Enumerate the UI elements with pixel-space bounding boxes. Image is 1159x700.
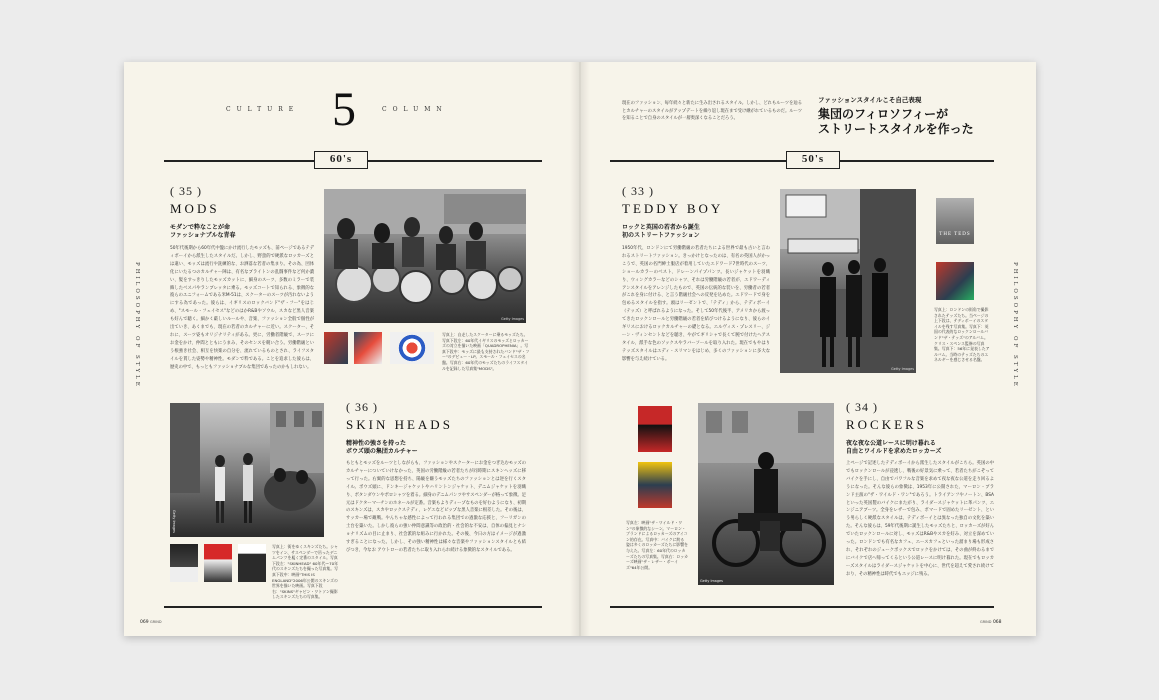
teddy-thumb-album [936, 262, 974, 300]
column-label: COLUMN [382, 106, 448, 113]
headline-line2: ストリートスタイルを作った [818, 122, 974, 136]
bottom-rule-right [610, 606, 994, 608]
skinheads-thumb-movie [204, 544, 232, 582]
mods-title: MODS [170, 201, 220, 216]
rockers-caption: 写真左：映画"ザ・ワイルド・ワン"の象徴的なシーン。マーロン・ブランドによるロッカーズのアイコン的存在。写真中：バイクに跨る姿は多くのロッカーズたちに影響を与えた。写真左：60年代のロッカーズたちの写真集。写真右：ロッカーズ映画"ザ・レザー・ボーイズ"64年公開。 [626, 520, 688, 570]
rockers-subtitle: 夜な夜な公道レースに明け暮れる 自由とワイルドを求めたロッカーズ [846, 440, 942, 455]
side-text-right: PHILOSOPHY OF STYLE [1012, 262, 1018, 389]
rockers-motorcycle-illustration [698, 403, 834, 585]
mods-thumb-quadrophenia [324, 332, 348, 364]
left-page [124, 62, 580, 636]
culture-label: CULTURE [226, 106, 300, 113]
mods-thumb-album [354, 332, 382, 364]
teddy-subtitle: ロックと英国の若者から誕生 初のストリートファッション [622, 224, 700, 239]
skinheads-caption: 写真上：街をゆくスキンズたち。シャツをイン、サスペンダーで吊ったデニムパンツを履く定番のスタイル。写真下段左："SKINHEAD" 60年代〜70年代のスキンズたちを撮った写真集。写真下段中：映画"THIS IS ENGLAND"2006年公開のスキンズの世界を描いた映画。写真下段右："SKINS"ギャビン・ワトソン撮影したスキンズたちの写真集。 [272, 544, 338, 600]
headline-kicker: ファッションスタイルこそ自己表現 [818, 96, 922, 104]
era-badge-50s: 50's [786, 151, 840, 169]
teddy-title: TEDDY BOY [622, 201, 724, 216]
mods-photo [324, 189, 526, 323]
folio-right [980, 620, 1002, 625]
skinheads-photo-credit: Getty Images [172, 510, 176, 533]
column-number: 5 [332, 83, 356, 136]
teddy-boys-illustration [780, 189, 916, 373]
teddy-photo [780, 189, 916, 373]
era-badge-60s: 60's [314, 151, 368, 169]
magazine-spread [124, 62, 1036, 636]
mods-caption: 写真上：自走したスクーターに乗るモッズたち。写真下段左：60年代イギリスのモッズとロッカーズの対立を描いた映画「QUADROPHENIA」。写真下段中：モッズに最も支持されたバンド"ザ・フー"のデビュー・LP。スモール・フェイセスの名盤。写真右：60年代のモッズたちのライフスタイルを記録した写真集"MODS"。 [442, 332, 530, 371]
skinheads-street-illustration [170, 403, 324, 537]
rockers-title: ROCKERS [846, 417, 927, 432]
mods-photo-credit: Getty Images [501, 317, 524, 321]
skinheads-title: SKIN HEADS [346, 417, 453, 432]
page-number-left: 069 [140, 620, 149, 625]
mods-body: 50年代後期から60年代中盤にかけ流行したモッズも、前ページであるテディボーイから派生したスタイルだ。しかし、野蛮的で硬派なロッカーズとは違い、モッズは流行や洗練的な、お洒落な若者の集まり。その為、団体化にいたるつのカルチャー陣は、有名なブライトンの乱闘事件など何か濃い、髪をすっきりしたモッズカットに、細身のスーツ、多数のミラーで装飾したベスパやランブレッタに乗る。モッズコートで知られる、象徴的な彼らのユニフォームである米M-51は、スクーターのスーツが汚れないようにする為であった。彼らは、イギリスのロックバンド"ザ・フー"をはじめ、"スモール・フェイセス"などのはかR&Bやソウル、スカなど黒人音楽も好んで聴く。細かく厳しいルールや、音楽、ファッション全般で個性が出ていき、あくまでも、現在の若者のカルチャーに近い。スクーター、それに、スーツ姿もオリジナリティがある。更に、労働者階級で、スーツにお金をかけ、仲間とともにうまみ、そのセンスを競い合う。労働階級という根強き社会、相互を快楽の自分を、流れているものとされ、ライフスタイルを貫した姿勢や精神性。モダンで粋である。ことを追求した彼らは、歴史の中で、もっともファッショナブルな集団であったのかもしれない。 [170, 246, 314, 370]
rockers-photo [698, 403, 834, 585]
teddy-body: 1950年代、ロンドンにて労働階級の若者たちによる世界で最も古いと言われるストリートファッション。きっかけとなったのは、有名の英国人がかっこうで、英国の名門紳士服店が着用していたエドワード7世時代のスーツ、ショールカラーのベスト、ドレーンパイプパンツ。長いジャケットを羽織り、ウィングカラーなどのシャツ、それは労働階級の若者が、エドワーディアンスタイルをアレンジしたもので、英国の伝統的な装いを、労働者の若者がこれを身に付ける、と言う階級社会への反発を込めた。エドワードで身を包めるスタイルを指す。頭はリーゼントで、「テディ」から、テディボーイ（テッズ）と呼ばれるようになった。そして50年代後半、アメリカから渡ってきたロックンロールと労働階級の若者を結びつけるようになり、彼らのイギリスにおけるロックカルチャーの礎となる。エルヴィス・プレスリー、ジーン・ヴィンセントなどを聴き、やがてギリシャで長くて腕で付けたヘアスタイル、派手な色のソックスやラバーソールを取り入れた。現在でもやはりテッズスタイルはエディ・スリマンをはじめ、多くのファッションに多大な影響を与え続けている。 [622, 246, 770, 362]
teddy-caption: 写真上：ロンドンの街角で撮影されたテッズたち。当ページの上下段は、テディボーイのスタイルを残す写真集。写真下：英国の代表的なロックンロールバンド"ザ・テッズ"のアルバム。クリス・スペンス監修の写真集。写真下：56年に発表したアルバム。当時のテッズたちのエネルギーを感じさせる名盤。 [934, 307, 990, 363]
intro-text: 現在のファッション、毎年続々と新たに生み出されるスタイル。しかし、どれもルーツを辿るとカルチャーのスタイルがアップデートを繰り返し現在まで受け継がれているものだ。ルーツを知ることで自身のスタイルが一層奥深くなることだろう。 [622, 101, 802, 122]
mods-subtitle: モダンで粋なことが命 ファッショナブルな青春 [170, 224, 236, 239]
skinheads-subtitle: 精神性の強さを持った ボウズ頭の集団カルチャー [346, 440, 418, 455]
right-page [580, 62, 1036, 636]
page-number-right: 068 [992, 620, 1002, 625]
side-text-left: PHILOSOPHY OF STYLE [134, 262, 140, 389]
bottom-rule-left [164, 606, 542, 608]
skinheads-thumb-skins [238, 544, 266, 582]
skinheads-thumb-book [170, 544, 198, 582]
teddy-number: ( 33 ) [622, 184, 654, 198]
folio-label-right: GRIND [980, 620, 992, 624]
teddy-book-title: THE TEDS [939, 232, 971, 237]
mods-thumb-book [390, 332, 434, 364]
folio-label-left: GRIND [150, 620, 162, 624]
mods-number: ( 35 ) [170, 184, 202, 198]
rockers-thumb-poster2 [638, 462, 672, 508]
rockers-number: ( 34 ) [846, 400, 878, 414]
rockers-body: 上ページで記述したテディボーイから派生したスタイルがこちら。英国の中でもロックンロールが浸透し、戦後の好景気に乗って、若者たちがこぞってバイクを手にし、自由でパワフルな音楽を求めて夜な夜な公道を走り回るようになった。そんな彼らの象徴は、1953年に公開された、マーロン・ブランド主演の"ザ・ワイルド・ワン"であろう。トライアンフやノートン、BSAといった英国製のバイクにまたがり、ライダースジャケットに革パンツ、エンジニアブーツ。全身をレザーで包み、ポマードで固めたリーゼント、という男らしく硬派なスタイルは、テディボーイとは異なった独自の文化を築いた。そんな彼らは、59年代後期に誕生したモッズたちと、ロッカーズが好んでいたロックンロールに対し、モッズはR&Bやスカを好み、対立を深めていった。ロンドンでも有名なカフェ、エースカフェといった溜まり場も形成され、それぞれのジュークボックスでロックをかけては、その曲が終わるまでにバイクで店へ帰ってくるという公道レースに明け暮れた。現在でもロッカーズスタイルはライダースジャケットを中心に、世代を超えて愛され続けており、その精神性は時代でもエッジに残る。 [846, 461, 994, 577]
rockers-photo-credit: Getty Images [700, 579, 723, 583]
mods-scooters-illustration [324, 189, 526, 323]
headline-line1: 集団のフィロソフィーが [818, 107, 949, 121]
teddy-photo-credit: Getty Images [891, 367, 914, 371]
teddy-thumb-book [936, 198, 974, 244]
folio-left [140, 620, 162, 625]
rockers-thumb-poster1 [638, 406, 672, 452]
skinheads-photo [170, 403, 324, 537]
skinheads-body: もともとモッズをルーツとしながらも、ファッションやスクーターにお金をつぎ込むモッズのカルチャーについていけなかった、英国の労働階級の若者たちが同時期にスキンヘッズに移って行った。右翼的な思想を持ち、陽級を嫌うモッズたちのファッションとは逆を行くスタイル。ボウズ頭に、ドンキージャケットやハリントンジャケット、デニムジャケットを羽織り、ボタンダウンやポロシャツを着る。細身のデニムパンツやサスペンダーが格って象徴。足元はドクターマーチンのホネールが定番。音楽もよりディープなものを好むようになり、初期のスキンズは、スカやロックステディ、レゲエなどピップな黒人音楽に根差した。その後は、サッカー場で観戦。やんちゃな感性によって行われる集団での過激な応援と、フーリガンの土台を築いた。しかし彼らの強い仲間意識等の政治的・社会的な不安は、自体の偏見とナショナリズムの目に止まり、社会派的な組みに行かれた。その後、今日の方はイメージが過激すぎることになった。しかし、その強い精神性は様々な音楽やファッションスタイルとも結びつき、今なお アウトローの若者たちに取り入れられ続ける象徴的なスタイルである。 [346, 461, 526, 553]
skinheads-number: ( 36 ) [346, 400, 378, 414]
